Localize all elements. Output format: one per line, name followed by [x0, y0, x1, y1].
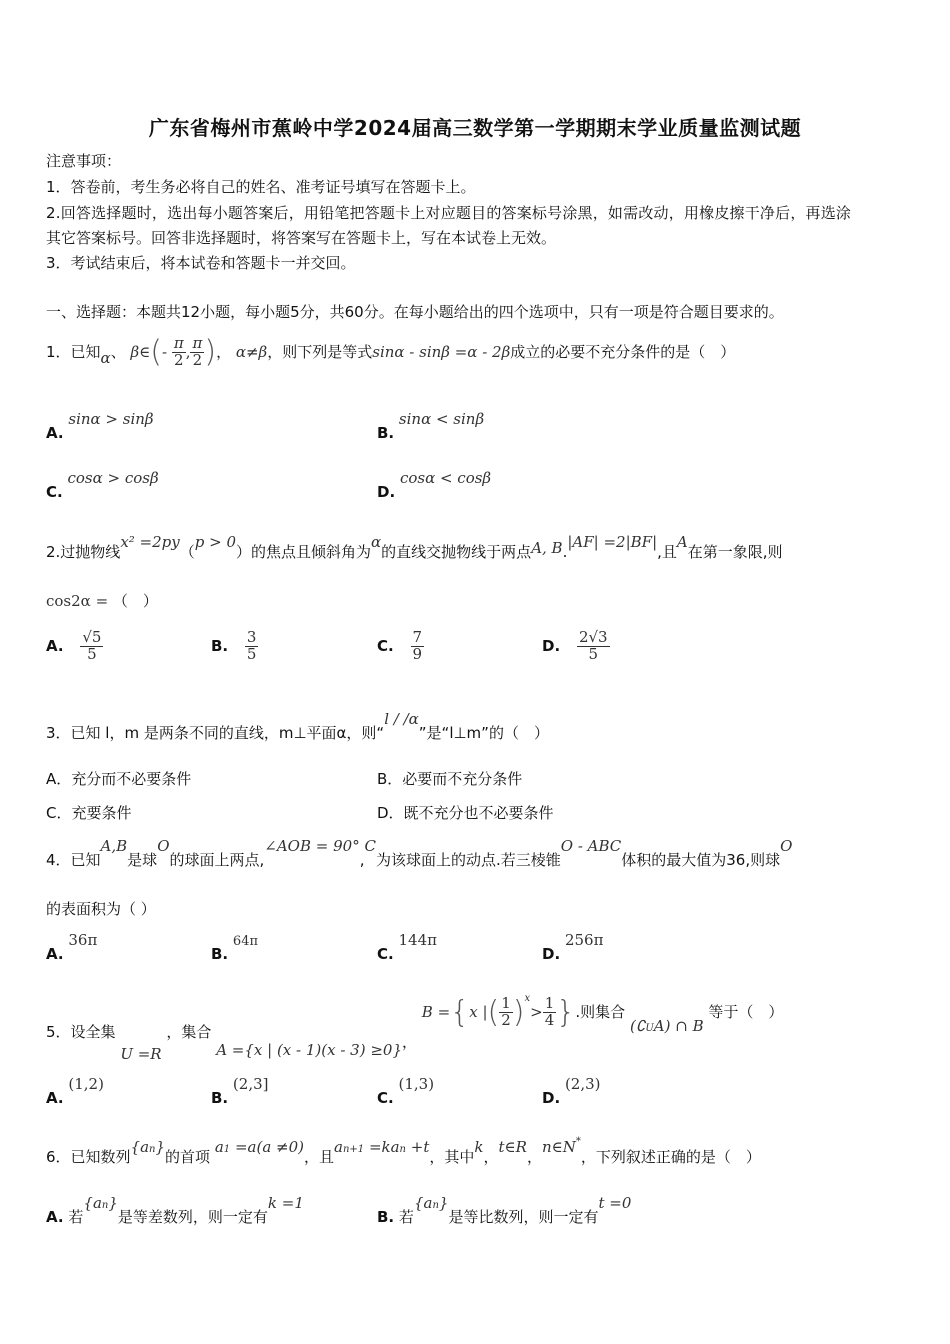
q5-text: 5．设全集 [46, 1023, 116, 1041]
q1-option-a-expr: sinα > sinβ [68, 410, 154, 428]
q6-option-a[interactable]: A. 若{an}是等差数列，则一定有k =1 [46, 1194, 304, 1226]
q1-option-a[interactable]: A. sinα > sinβ [46, 410, 154, 442]
notice-item-2b: 其它答案标号。回答非选择题时，将答案写在答题卡上，写在本试卷上无效。 [46, 229, 557, 247]
q1-option-c[interactable]: C. cosα > cosβ [46, 469, 159, 501]
q1-text: ，则下列是等式 [267, 343, 373, 361]
q1-option-c-expr: cosα > cosβ [67, 469, 159, 487]
q6-text: ，下列叙述正确的是（ ） [580, 1148, 761, 1166]
q2-ask-expr: cos2α = [46, 592, 109, 610]
q5-text: 等于（ ） [708, 1003, 784, 1021]
q5-complement: (∁UA) ∩ B [629, 1017, 704, 1035]
q6-k: k [474, 1138, 484, 1156]
q4-angle: ∠AOB = 90° [264, 837, 360, 855]
q1-frac: $\frac{\pi}{2}$ [173, 334, 184, 369]
q2-text: 在第一象限,则 [687, 543, 783, 561]
page-title: 广东省梅州市蕉岭中学2024届高三数学第一学期期末学业质量监测试题 [148, 116, 802, 140]
q1-text: ， [216, 343, 232, 361]
q1-option-b-expr: sinα < sinβ [398, 410, 485, 428]
q6-text: ，且 [304, 1148, 335, 1166]
q4-text: 体积的最大值为36,则球 [621, 851, 781, 869]
q2-text: . [562, 543, 568, 561]
q1-minus: - [161, 343, 168, 361]
notice-item-1: 1．答卷前，考生务必将自己的姓名、准考证号填写在答题卡上。 [46, 178, 476, 196]
q4-sphere: O [157, 837, 170, 855]
q5-set-b: B = [421, 1003, 451, 1021]
q5-universe: U =R [120, 1045, 162, 1063]
q1-alpha: α [100, 349, 111, 367]
q1-beta-range: β∈ [130, 343, 151, 361]
notice-item-3: 3．考试结束后，将本试卷和答题卡一并交回。 [46, 254, 356, 272]
q5-set-a: A ={x | (x - 1)(x - 3) ≥0} [216, 1041, 402, 1059]
q2-paren: （ ） [112, 592, 158, 610]
q6-t: t∈R [498, 1138, 527, 1156]
notice-heading: 注意事项： [46, 152, 122, 170]
section-heading: 一、选择题：本题共12小题，每小题5分，共60分。在每小题给出的四个选项中，只有一项是符合题目要求的。 [46, 303, 784, 321]
q3-option-b[interactable]: B．必要而不充分条件 [377, 770, 523, 788]
q1-option-d[interactable]: D. cosα < cosβ [377, 469, 492, 501]
q2-text: （ [179, 543, 195, 561]
q5-text: .则集合 [575, 1003, 626, 1021]
q4-option-d[interactable]: D. 256π [542, 931, 604, 963]
q6-sequence: {an} [83, 1194, 118, 1212]
q3-option-d[interactable]: D．既不充分也不必要条件 [377, 804, 554, 822]
q4-text: 为该球面上的动点.若三棱锥 [375, 851, 561, 869]
q5-set-b-var: x | [469, 1003, 488, 1021]
q1-option-d-expr: cosα < cosβ [399, 469, 492, 487]
q1-text: 成立的必要不充分条件的是（ ） [510, 343, 736, 361]
q4-line-2: 的表面积为（ ） [46, 900, 156, 918]
q4-text: , [359, 851, 365, 869]
q1-frac: $\frac{\pi}{2}$ [192, 334, 203, 369]
q4-sphere: O [780, 837, 793, 855]
q4-text: 的球面上两点, [169, 851, 265, 869]
q1-text: 、 [110, 343, 126, 361]
q2-text: 2.过抛物线 [46, 543, 121, 561]
q6-sequence: {an} [413, 1194, 449, 1212]
q2-option-c[interactable]: C. $\frac{7}{9}$ [377, 628, 423, 663]
q2-ask [46, 590, 158, 611]
q2-relation: |AF| =2|BF| [567, 533, 658, 551]
q3-text: ”是“l⊥m”的（ ） [418, 724, 549, 742]
q3-option-c[interactable]: C．充要条件 [46, 804, 132, 822]
q2-text: ,且 [657, 543, 677, 561]
q5-gt: > [530, 1003, 543, 1021]
q4-pyramid: O - ABC [560, 837, 622, 855]
q3-text: 3．已知 l，m 是两条不同的直线，m⊥平面α，则“ [46, 724, 385, 742]
q2-option-b[interactable]: B. $\frac{3}{5}$ [211, 628, 257, 663]
q1-text: 1．已知 [46, 343, 101, 361]
q2-option-d[interactable]: D. $\frac{2√3}{5}$ [542, 628, 608, 663]
q1-neq: α≠β [235, 343, 268, 361]
q6-recurrence: an+1 =kan +t [334, 1138, 430, 1156]
q1-equation: sinα - sinβ =α - 2β [372, 343, 511, 361]
q5-option-d[interactable]: D. (2,3) [542, 1075, 601, 1107]
question-2 [46, 531, 783, 561]
q2-points: A, B [531, 539, 563, 557]
q6-text: ， [526, 1148, 542, 1166]
q3-expr: l / /α [384, 710, 419, 728]
q4-points: A,B [100, 837, 128, 855]
q2-point-a: A [676, 533, 688, 551]
q2-text: ）的焦点且倾斜角为 [236, 543, 372, 561]
q6-text: 的首项 [165, 1148, 211, 1166]
q4-option-a[interactable]: A. 36π [46, 931, 98, 963]
question-1: 1．已知α、 β∈(- $\frac{\pi}{2}$ , $\frac{\pi}{2}$ )， α≠β，则下列是等式sinα - sinβ =α - 2β成立的必要不充分条件的是（ ） [46, 334, 736, 370]
q5-text: ， [402, 1033, 418, 1051]
q4-text: 4．已知 [46, 851, 101, 869]
q4-option-b[interactable]: B. 64π [211, 934, 259, 963]
q4-point-c: C [364, 837, 376, 855]
q6-option-b[interactable]: B. 若{an}是等比数列，则一定有t =0 [377, 1194, 632, 1226]
question-6 [46, 1136, 761, 1166]
q5-text: ，集合 [166, 1023, 212, 1041]
question-4 [46, 835, 793, 869]
q4-option-c[interactable]: C. 144π [377, 931, 437, 963]
question-3 [46, 708, 549, 742]
q2-condition: p > 0 [194, 533, 237, 551]
q6-n: n∈N* [541, 1136, 581, 1156]
q6-first-term: a1 =a(a ≠0) [214, 1138, 304, 1156]
q1-comma: , [185, 343, 191, 361]
q5-option-a[interactable]: A. (1,2) [46, 1075, 104, 1107]
q6-sequence: {an} [130, 1138, 166, 1156]
q6-text: ，其中 [429, 1148, 475, 1166]
q5-option-c[interactable]: C. (1,3) [377, 1075, 435, 1107]
notice-item-2a: 2.回答选择题时，选出每小题答案后，用铅笔把答题卡上对应题目的答案标号涂黑，如需改动，用橡皮擦干净后，再选涂 [46, 204, 852, 222]
q2-option-a[interactable]: A. $\frac{√5}{5}$ [46, 628, 102, 663]
q2-alpha: α [371, 533, 382, 551]
q4-text: 是球 [127, 851, 158, 869]
q5-exponent: x [524, 993, 531, 1004]
q3-option-a[interactable]: A．充分而不必要条件 [46, 770, 192, 788]
q6-text: ， [483, 1148, 499, 1166]
q2-text: 的直线交抛物线于两点 [381, 543, 532, 561]
q6-text: 6．已知数列 [46, 1148, 131, 1166]
q5-option-b[interactable]: B. (2,3] [211, 1075, 269, 1107]
question-5: 5．设全集 U =R ，集合 A ={x | (x - 1)(x - 3) ≥0}， B ={x |( $\frac{1}{2}$ )$^x$> $\frac{1}{4}$ }.则集合 (∁UA) ∩ B 等于（ ） [46, 993, 784, 1063]
q2-parabola: x² =2py [120, 533, 180, 551]
q1-option-b[interactable]: B. sinα < sinβ [377, 410, 485, 442]
